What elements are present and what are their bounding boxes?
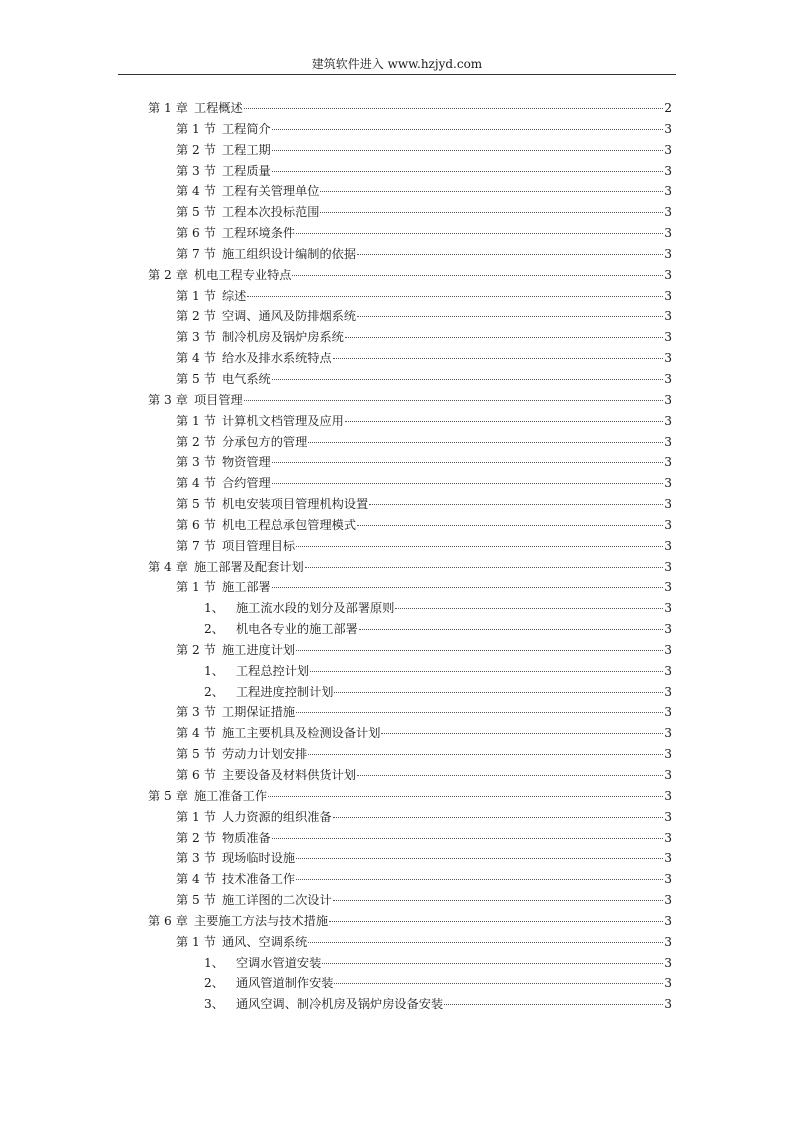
toc-entry-text xyxy=(176,869,295,890)
toc-entry-number: 1、 xyxy=(204,955,224,970)
toc-dot-leader xyxy=(333,900,664,901)
toc-entry-number: 2、 xyxy=(204,976,224,991)
toc-page-number: 3 xyxy=(664,184,672,199)
toc-page-number: 3 xyxy=(664,851,672,866)
toc-page-number: 3 xyxy=(664,434,672,449)
toc-entry-number: 第 2 节 xyxy=(176,830,216,845)
toc-subsection-entry[interactable] xyxy=(148,619,672,640)
toc-entry-text xyxy=(176,515,356,536)
toc-section-entry[interactable] xyxy=(148,932,672,953)
toc-page-number: 3 xyxy=(664,226,672,241)
toc-dot-leader xyxy=(292,275,663,276)
toc-entry-title: 给水及排水系统特点 xyxy=(221,351,332,366)
toc-entry-number: 第 7 节 xyxy=(176,538,216,553)
toc-subsection-entry[interactable] xyxy=(148,598,672,619)
toc-subsection-entry[interactable] xyxy=(148,973,672,994)
toc-entry-number: 第 5 章 xyxy=(148,788,188,803)
toc-dot-leader xyxy=(268,796,663,797)
toc-entry-title: 工程进度控制计划 xyxy=(235,684,334,699)
toc-dot-leader xyxy=(357,525,663,526)
toc-entry-number: 第 3 节 xyxy=(176,851,216,866)
toc-entry-number: 第 5 节 xyxy=(176,205,216,220)
toc-section-entry[interactable] xyxy=(148,765,672,786)
toc-dot-leader xyxy=(272,129,664,130)
toc-entry-number: 第 6 节 xyxy=(176,768,216,782)
toc-dot-leader xyxy=(272,150,664,151)
toc-entry-title: 通风、空调系统 xyxy=(221,934,308,949)
toc-page-number: 3 xyxy=(664,121,672,136)
toc-dot-leader xyxy=(244,400,664,401)
toc-entry-number: 第 6 章 xyxy=(148,913,188,928)
toc-entry-title: 施工部署 xyxy=(221,580,271,595)
toc-section-entry[interactable] xyxy=(148,432,672,453)
toc-chapter-entry[interactable] xyxy=(148,98,672,119)
toc-section-entry[interactable] xyxy=(148,161,672,182)
toc-page-number: 3 xyxy=(664,309,672,324)
toc-page-number: 3 xyxy=(664,392,672,407)
toc-page-number: 3 xyxy=(664,288,672,303)
toc-dot-leader xyxy=(357,775,663,776)
toc-entry-text xyxy=(176,932,307,953)
toc-entry-text xyxy=(176,723,380,744)
toc-section-entry[interactable] xyxy=(148,807,672,828)
toc-page-number: 3 xyxy=(664,663,672,678)
toc-chapter-entry[interactable] xyxy=(148,786,672,807)
toc-subsection-entry[interactable] xyxy=(148,953,672,974)
toc-entry-title: 通风管道制作安装 xyxy=(235,976,334,991)
toc-dot-leader xyxy=(444,1004,663,1005)
toc-page-number: 3 xyxy=(664,476,672,491)
toc-entry-number: 第 2 节 xyxy=(176,434,216,449)
toc-entry-title: 工程本次投标范围 xyxy=(221,205,320,220)
toc-entry-title: 工程简介 xyxy=(221,121,271,136)
toc-entry-title: 电气系统 xyxy=(221,371,271,386)
toc-entry-title: 项目管理 xyxy=(193,392,243,407)
toc-dot-leader xyxy=(272,379,664,380)
toc-dot-leader xyxy=(333,358,664,359)
toc-page-number: 3 xyxy=(664,497,672,512)
toc-entry-text xyxy=(176,890,332,911)
toc-section-entry[interactable] xyxy=(148,348,672,369)
toc-section-entry[interactable] xyxy=(148,723,672,744)
toc-dot-leader xyxy=(296,546,663,547)
toc-page-number: 2 xyxy=(664,101,672,115)
toc-entry-title: 技术准备工作 xyxy=(221,872,296,887)
toc-entry-text xyxy=(176,577,271,598)
toc-section-entry[interactable] xyxy=(148,890,672,911)
toc-entry-title: 施工准备工作 xyxy=(193,788,268,803)
toc-entry-title: 物质准备 xyxy=(221,830,271,845)
toc-entry-title: 项目管理目标 xyxy=(221,538,296,553)
toc-dot-leader xyxy=(310,671,663,672)
toc-entry-title: 施工流水段的划分及部署原则 xyxy=(235,601,395,616)
toc-entry-number: 第 3 节 xyxy=(176,163,216,178)
toc-entry-text xyxy=(176,702,295,723)
toc-section-entry[interactable] xyxy=(148,536,672,557)
toc-entry-text xyxy=(204,682,333,703)
toc-section-entry[interactable] xyxy=(148,473,672,494)
toc-page-number: 3 xyxy=(664,788,672,803)
toc-page-number: 3 xyxy=(664,267,672,282)
toc-page-number: 3 xyxy=(664,142,672,157)
toc-entry-number: 第 4 节 xyxy=(176,476,216,491)
toc-entry-number: 第 5 节 xyxy=(176,497,216,512)
toc-entry-title: 工程概述 xyxy=(193,101,243,115)
toc-entry-number: 第 6 节 xyxy=(176,226,216,241)
toc-entry-title: 计算机文档管理及应用 xyxy=(221,413,344,428)
toc-section-entry[interactable] xyxy=(148,869,672,890)
toc-entry-number: 第 4 节 xyxy=(176,872,216,887)
toc-page-number: 3 xyxy=(664,413,672,428)
toc-chapter-entry[interactable] xyxy=(148,911,672,932)
toc-page-number: 3 xyxy=(664,601,672,616)
toc-dot-leader xyxy=(395,608,663,609)
toc-dot-leader xyxy=(322,963,663,964)
toc-dot-leader xyxy=(329,921,663,922)
toc-entry-number: 第 3 章 xyxy=(148,392,188,407)
toc-entry-title: 工程环境条件 xyxy=(221,226,296,241)
toc-entry-number: 第 2 章 xyxy=(148,267,188,282)
toc-dot-leader xyxy=(333,817,664,818)
toc-page-number: 3 xyxy=(664,538,672,553)
toc-entry-number: 第 1 节 xyxy=(176,809,216,824)
toc-section-entry[interactable] xyxy=(148,119,672,140)
toc-page-number: 3 xyxy=(664,580,672,595)
toc-dot-leader xyxy=(296,233,663,234)
toc-dot-leader xyxy=(308,942,663,943)
toc-section-entry[interactable] xyxy=(148,577,672,598)
toc-entry-text xyxy=(176,536,295,557)
toc-entry-number: 2、 xyxy=(204,622,224,637)
toc-entry-title: 人力资源的组织准备 xyxy=(221,809,332,824)
toc-dot-leader xyxy=(272,171,664,172)
toc-dot-leader xyxy=(296,879,663,880)
toc-section-entry[interactable] xyxy=(148,202,672,223)
toc-section-entry[interactable] xyxy=(148,181,672,202)
toc-page-number: 3 xyxy=(664,163,672,178)
toc-page-number: 3 xyxy=(664,893,672,908)
toc-entry-number: 3、 xyxy=(204,997,224,1012)
toc-entry-text xyxy=(176,494,368,515)
toc-dot-leader xyxy=(247,296,663,297)
toc-page-number: 3 xyxy=(664,809,672,824)
toc-section-entry[interactable] xyxy=(148,828,672,849)
toc-dot-leader xyxy=(296,650,663,651)
toc-entry-text xyxy=(176,765,356,786)
toc-entry-text xyxy=(176,828,271,849)
toc-entry-text xyxy=(176,807,332,828)
toc-entry-text xyxy=(176,161,271,182)
toc-entry-number: 第 1 节 xyxy=(176,580,216,595)
toc-section-entry[interactable] xyxy=(148,223,672,244)
toc-page-number: 3 xyxy=(664,246,672,261)
toc-page-number: 3 xyxy=(664,768,672,782)
toc-page-number: 3 xyxy=(664,976,672,991)
toc-entry-title: 合约管理 xyxy=(221,476,271,491)
toc-entry-text xyxy=(176,473,271,494)
page-header: 建筑软件进入 www.hzjyd.com xyxy=(311,57,483,71)
toc-entry-number: 第 4 章 xyxy=(148,559,188,574)
toc-entry-text xyxy=(148,557,304,578)
toc-entry-number: 第 3 节 xyxy=(176,330,216,345)
toc-entry-number: 第 3 节 xyxy=(176,455,216,470)
toc-entry-text xyxy=(176,744,307,765)
toc-page-number: 3 xyxy=(664,517,672,532)
toc-entry-number: 第 1 节 xyxy=(176,413,216,428)
toc-entry-text xyxy=(148,911,328,932)
toc-dot-leader xyxy=(305,567,664,568)
toc-entry-title: 空调、通风及防排烟系统 xyxy=(221,309,357,324)
toc-entry-title: 工程质量 xyxy=(221,163,271,178)
toc-dot-leader xyxy=(272,838,664,839)
toc-page-number: 3 xyxy=(664,205,672,220)
toc-page-number: 3 xyxy=(664,684,672,699)
toc-entry-text xyxy=(176,327,344,348)
toc-page-number: 3 xyxy=(664,371,672,386)
toc-entry-text xyxy=(176,244,356,265)
toc-section-entry[interactable] xyxy=(148,306,672,327)
toc-page-number: 3 xyxy=(664,705,672,720)
toc-entry-number: 第 3 节 xyxy=(176,705,216,720)
toc-section-entry[interactable] xyxy=(148,848,672,869)
toc-entry-number: 第 1 节 xyxy=(176,121,216,136)
toc-page-number: 3 xyxy=(664,997,672,1012)
toc-section-entry[interactable] xyxy=(148,244,672,265)
toc-entry-title: 主要设备及材料供货计划 xyxy=(221,768,357,782)
toc-entry-title: 机电安装项目管理机构设置 xyxy=(221,497,369,512)
toc-entry-text xyxy=(176,640,295,661)
toc-entry-text xyxy=(176,119,271,140)
toc-section-entry[interactable] xyxy=(148,411,672,432)
toc-entry-title: 现场临时设施 xyxy=(221,851,296,866)
toc-section-entry[interactable] xyxy=(148,327,672,348)
toc-entry-number: 第 5 节 xyxy=(176,747,216,762)
toc-entry-number: 第 7 节 xyxy=(176,246,216,261)
toc-section-entry[interactable] xyxy=(148,515,672,536)
toc-entry-number: 第 5 节 xyxy=(176,893,216,908)
toc-entry-number: 第 1 节 xyxy=(176,934,216,949)
toc-dot-leader xyxy=(369,504,663,505)
toc-section-entry[interactable] xyxy=(148,640,672,661)
toc-entry-title: 施工进度计划 xyxy=(221,642,296,657)
toc-entry-title: 机电各专业的施工部署 xyxy=(235,622,358,637)
toc-chapter-entry[interactable] xyxy=(148,557,672,578)
toc-entry-text xyxy=(204,619,358,640)
toc-entry-title: 空调水管道安装 xyxy=(235,955,322,970)
toc-entry-text xyxy=(148,98,243,119)
header-divider xyxy=(118,74,676,75)
toc-entry-title: 制冷机房及锅炉房系统 xyxy=(221,330,344,345)
toc-dot-leader xyxy=(320,191,663,192)
toc-section-entry[interactable] xyxy=(148,702,672,723)
toc-entry-text xyxy=(204,661,309,682)
toc-dot-leader xyxy=(308,754,663,755)
toc-dot-leader xyxy=(272,483,664,484)
toc-entry-title: 机电工程专业特点 xyxy=(193,267,292,282)
toc-entry-text xyxy=(148,265,291,286)
toc-dot-leader xyxy=(345,337,663,338)
toc-entry-number: 2、 xyxy=(204,684,224,699)
toc-entry-text xyxy=(204,973,333,994)
table-of-contents xyxy=(148,98,672,1015)
toc-page-number: 3 xyxy=(664,726,672,741)
toc-entry-text xyxy=(176,306,356,327)
toc-chapter-entry[interactable] xyxy=(148,265,672,286)
toc-section-entry[interactable] xyxy=(148,452,672,473)
toc-dot-leader xyxy=(381,733,663,734)
toc-page-number: 3 xyxy=(664,642,672,657)
toc-page-number: 3 xyxy=(664,747,672,762)
toc-section-entry[interactable] xyxy=(148,744,672,765)
toc-entry-title: 机电工程总承包管理模式 xyxy=(221,517,357,532)
toc-entry-title: 综述 xyxy=(221,288,247,303)
toc-dot-leader xyxy=(334,983,663,984)
toc-entry-text xyxy=(176,848,295,869)
toc-section-entry[interactable] xyxy=(148,369,672,390)
toc-entry-text xyxy=(204,953,321,974)
toc-dot-leader xyxy=(308,442,663,443)
toc-section-entry[interactable] xyxy=(148,286,672,307)
toc-section-entry[interactable] xyxy=(148,140,672,161)
toc-dot-leader xyxy=(244,108,664,109)
toc-entry-text xyxy=(176,348,332,369)
toc-dot-leader xyxy=(272,587,664,588)
toc-entry-number: 第 5 节 xyxy=(176,371,216,386)
toc-subsection-entry[interactable] xyxy=(148,994,672,1015)
toc-section-entry[interactable] xyxy=(148,494,672,515)
toc-entry-title: 工期保证措施 xyxy=(221,705,296,720)
toc-entry-title: 主要施工方法与技术措施 xyxy=(193,913,329,928)
toc-entry-title: 施工部署及配套计划 xyxy=(193,559,304,574)
toc-subsection-entry[interactable] xyxy=(148,682,672,703)
toc-entry-text xyxy=(148,390,243,411)
toc-dot-leader xyxy=(359,629,663,630)
toc-entry-title: 工程有关管理单位 xyxy=(221,184,320,199)
toc-entry-text xyxy=(176,202,319,223)
toc-page-number: 3 xyxy=(664,872,672,887)
toc-entry-text xyxy=(176,411,344,432)
toc-subsection-entry[interactable] xyxy=(148,661,672,682)
toc-entry-text xyxy=(176,223,295,244)
toc-dot-leader xyxy=(357,316,663,317)
toc-dot-leader xyxy=(334,692,663,693)
toc-entry-title: 施工组织设计编制的依据 xyxy=(221,246,357,261)
toc-page-number: 3 xyxy=(664,559,672,574)
toc-entry-number: 第 4 节 xyxy=(176,726,216,741)
toc-entry-text xyxy=(204,598,394,619)
toc-entry-title: 施工详图的二次设计 xyxy=(221,893,332,908)
toc-page-number: 3 xyxy=(664,351,672,366)
toc-page-number: 3 xyxy=(664,913,672,928)
toc-dot-leader xyxy=(345,421,663,422)
toc-entry-number: 第 6 节 xyxy=(176,517,216,532)
toc-page-number: 3 xyxy=(664,955,672,970)
toc-entry-title: 劳动力计划安排 xyxy=(221,747,308,762)
toc-entry-text xyxy=(176,140,271,161)
toc-entry-title: 工程工期 xyxy=(221,142,271,157)
toc-dot-leader xyxy=(296,858,663,859)
toc-entry-number: 1、 xyxy=(204,601,224,616)
toc-chapter-entry[interactable] xyxy=(148,390,672,411)
toc-page-number: 3 xyxy=(664,934,672,949)
toc-entry-number: 1、 xyxy=(204,663,224,678)
toc-page-number: 3 xyxy=(664,622,672,637)
toc-dot-leader xyxy=(272,462,664,463)
toc-entry-title: 分承包方的管理 xyxy=(221,434,308,449)
toc-page-number: 3 xyxy=(664,455,672,470)
toc-entry-text xyxy=(148,786,267,807)
toc-entry-text xyxy=(176,286,246,307)
toc-entry-text xyxy=(176,452,271,473)
toc-entry-text xyxy=(176,432,307,453)
toc-entry-number: 第 1 节 xyxy=(176,288,216,303)
toc-entry-number: 第 4 节 xyxy=(176,184,216,199)
toc-page-number: 3 xyxy=(664,330,672,345)
toc-entry-text xyxy=(176,181,319,202)
toc-entry-number: 第 2 节 xyxy=(176,309,216,324)
toc-entry-text xyxy=(176,369,271,390)
toc-entry-number: 第 4 节 xyxy=(176,351,216,366)
toc-entry-number: 第 2 节 xyxy=(176,142,216,157)
toc-dot-leader xyxy=(296,712,663,713)
toc-entry-title: 通风空调、制冷机房及锅炉房设备安装 xyxy=(235,997,444,1012)
toc-entry-title: 工程总控计划 xyxy=(235,663,310,678)
toc-entry-title: 施工主要机具及检测设备计划 xyxy=(221,726,381,741)
toc-entry-number: 第 2 节 xyxy=(176,642,216,657)
toc-dot-leader xyxy=(320,212,663,213)
toc-page-number: 3 xyxy=(664,830,672,845)
toc-dot-leader xyxy=(357,254,663,255)
toc-entry-title: 物资管理 xyxy=(221,455,271,470)
toc-entry-number: 第 1 章 xyxy=(148,101,188,115)
toc-entry-text xyxy=(204,994,443,1015)
